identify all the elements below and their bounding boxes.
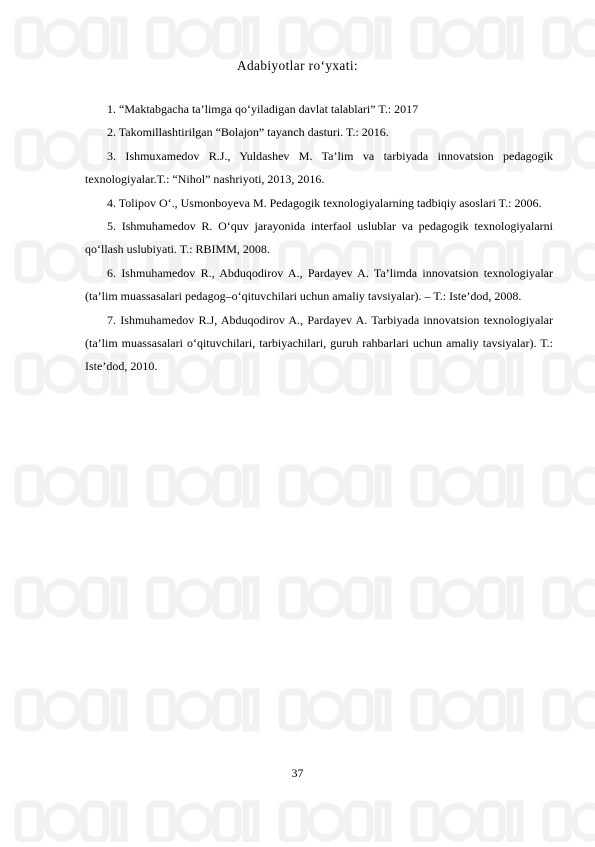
reference-number: 7.: [107, 312, 116, 327]
reference-number: 6.: [107, 265, 116, 280]
list-item: [85, 98, 553, 121]
page-number: 37: [291, 766, 304, 780]
reference-text: Takomillashtirilgan “Bolajon” tayanch dasturi. T.: 2016.: [118, 125, 389, 140]
list-item: [85, 192, 553, 215]
reference-text: Tolipov O‘., Usmonboyeva M. Pedagogik texnologiyalarning tadbiqiy asoslari T.: 2006.: [118, 195, 542, 210]
list-item: [85, 262, 553, 309]
reference-text: Ishmuxamedov R.J., Yuldashev M. Ta’lim va tarbiyada innovatsion pedagogik texnologiyalar.T.: “Nihol” nashriyoti, 2013, 2016.: [85, 148, 554, 187]
reference-text: Ishmuhamedov R.J, Abduqodirov A., Pardayev A. Tarbiyada innovatsion texnologiyalar (ta’lim muassasalari o‘qituvchilari, tarbiyachilari, guruh rahbarlari uchun amaliy tavsiyalar). T.: Iste’dod, 2010.: [85, 312, 554, 374]
reference-text: “Maktabgacha ta’limga qo‘yiladigan davlat talablari” T.: 2017: [119, 102, 419, 116]
reference-number: 2.: [107, 125, 116, 140]
reference-number: 1.: [107, 102, 116, 116]
list-item: [85, 215, 553, 262]
reference-text: Ishmuhamedov R. O‘quv jarayonida interfaol uslublar va pedagogik texnologiyalarni qo‘llash uslubiyati. T.: RBIMM, 2008.: [85, 219, 553, 257]
list-item: [85, 309, 553, 379]
reference-number: 3.: [107, 148, 116, 163]
list-item: [85, 145, 553, 192]
reference-number: 5.: [107, 219, 116, 234]
reference-text: Ishmuhamedov R., Abduqodirov A., Pardayev A. Ta’limda innovatsion texnologiyalar (ta’lim muassasalari pedagog–o‘qituvchilari uchun amaliy tavsiyalar). – T.: Iste’dod, 2008.: [85, 265, 553, 304]
references-list: [85, 98, 553, 379]
references-title: Adabiyotlar ro‘yxati:: [236, 58, 359, 73]
list-item: [85, 121, 553, 144]
reference-number: 4.: [107, 195, 116, 210]
